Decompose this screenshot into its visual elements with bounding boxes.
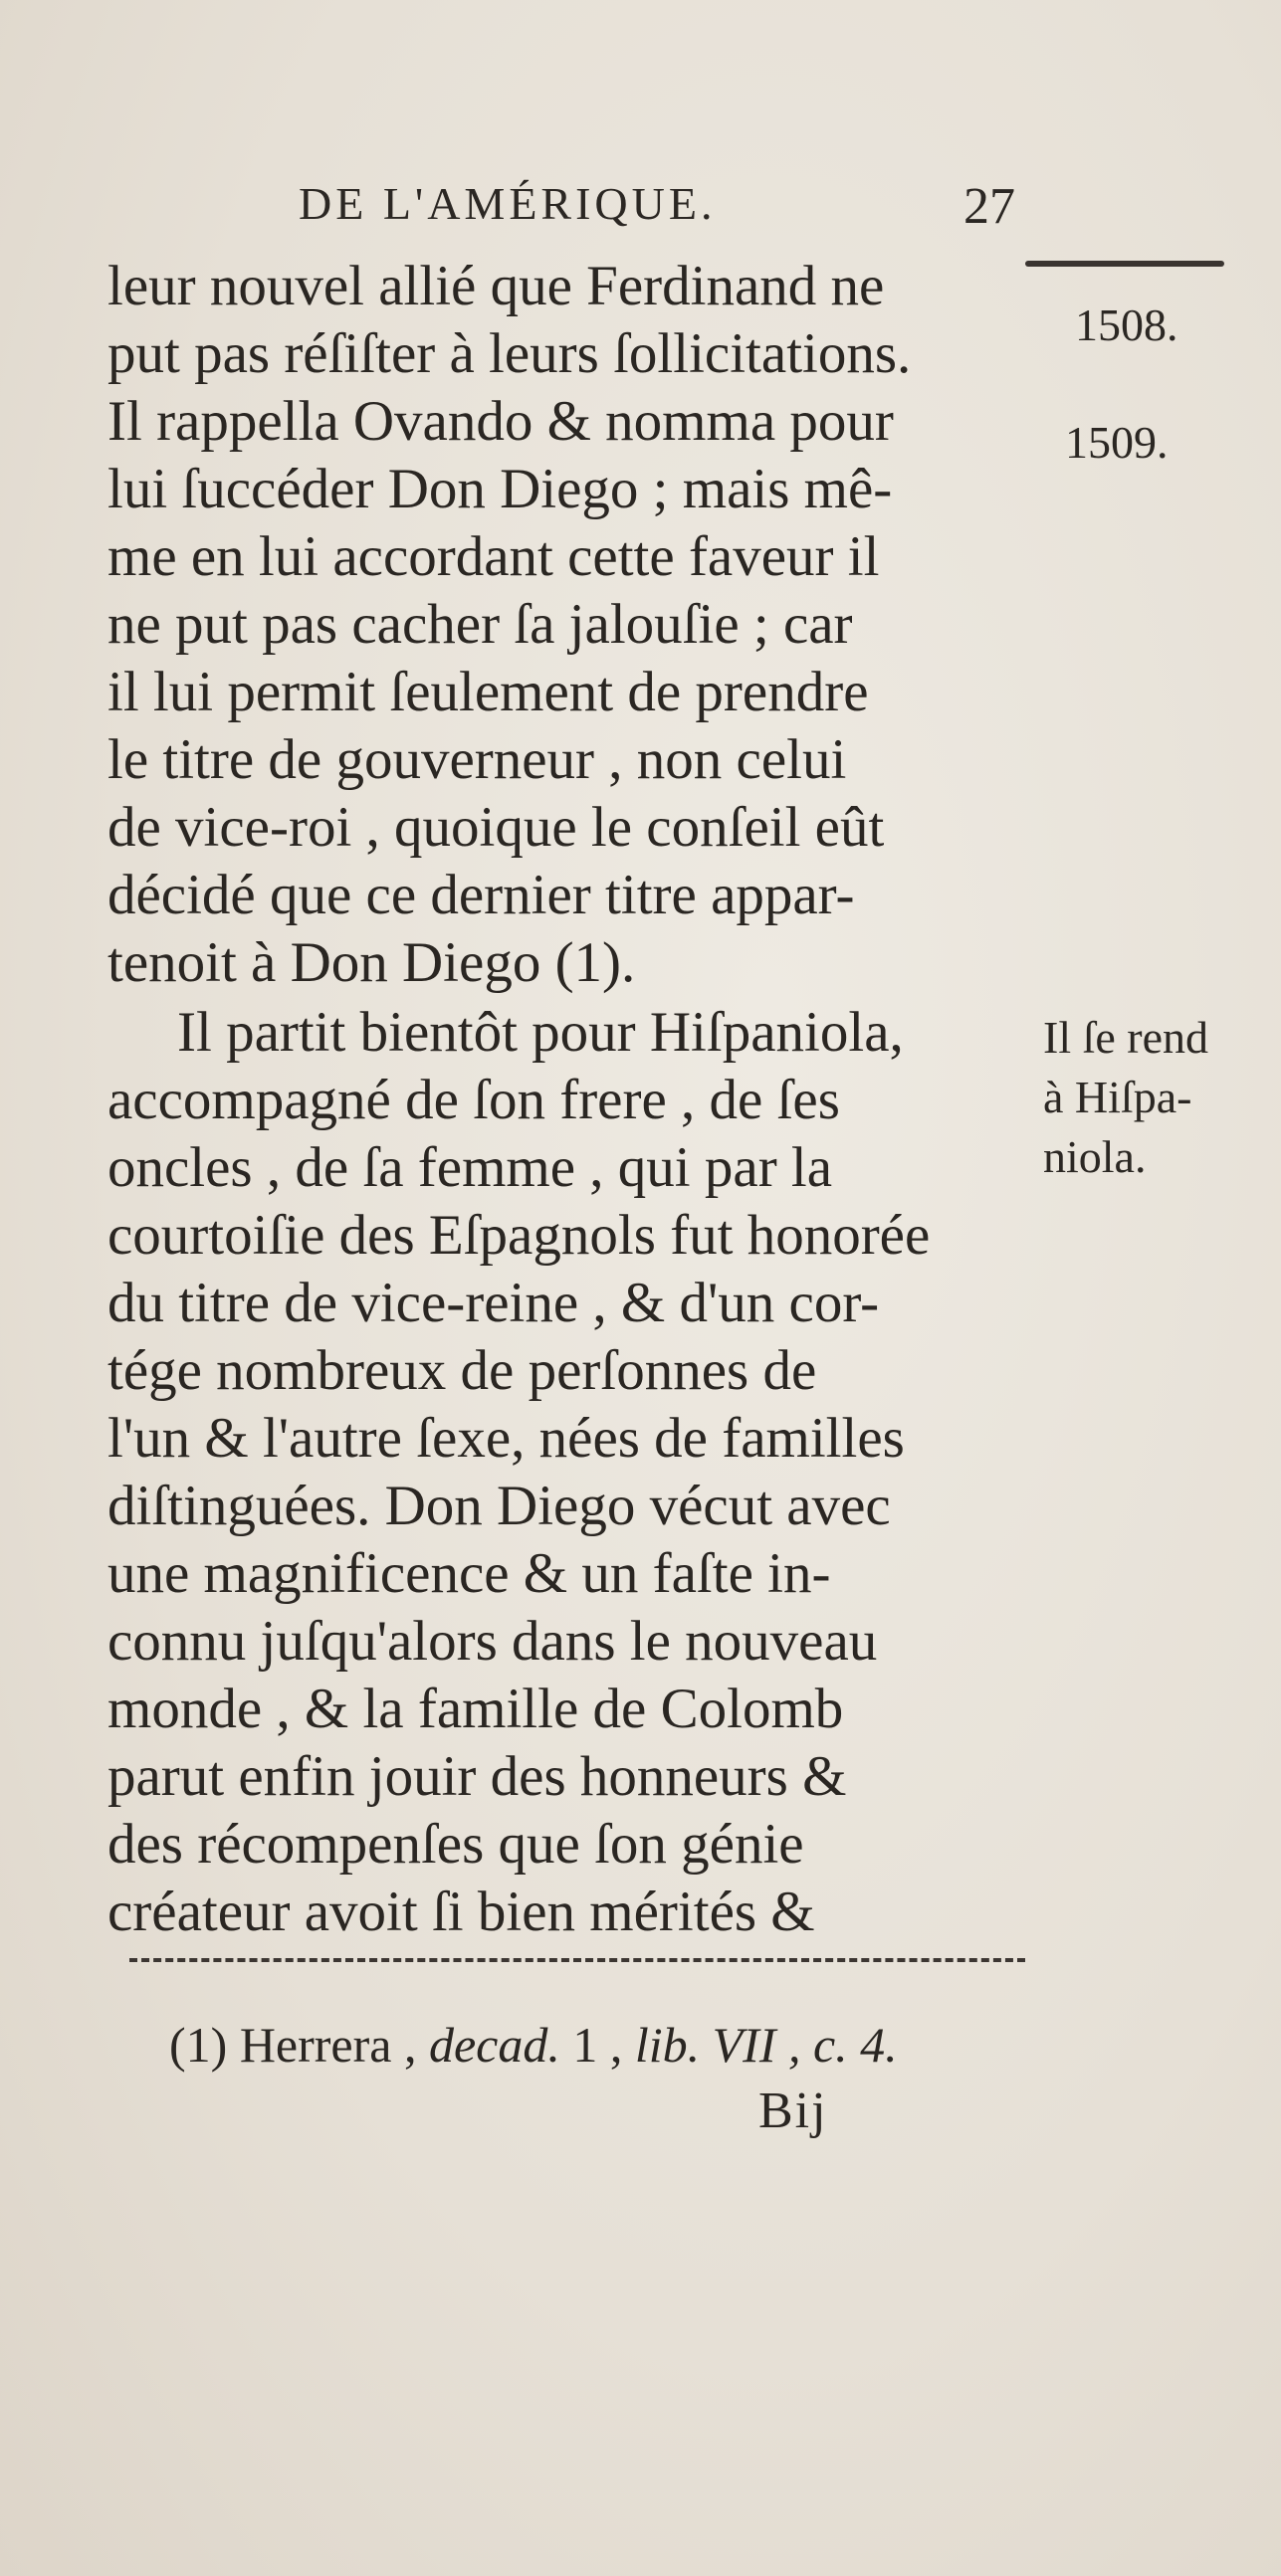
text-line: de vice-roi , quoique le conſeil eût bbox=[107, 796, 885, 859]
signature-mark: Bij bbox=[758, 2082, 828, 2139]
ornamental-rule bbox=[1025, 261, 1224, 267]
text-line: des récompenſes que ſon génie bbox=[107, 1813, 804, 1876]
margin-note-line: Il ſe rend bbox=[1043, 1012, 1209, 1063]
footnote bbox=[169, 2016, 1025, 2074]
footnote-lib: lib. VII , bbox=[634, 2017, 801, 2073]
text-line: décidé que ce dernier titre appar- bbox=[107, 864, 855, 926]
margin-year-1509: 1509. bbox=[1065, 417, 1169, 468]
running-head-title: DE L'AMÉRIQUE. bbox=[299, 178, 717, 229]
text-line: tenoit à Don Diego (1). bbox=[107, 931, 636, 994]
footnote-decad: decad. bbox=[428, 2017, 560, 2073]
text-line: courtoiſie des Eſpagnols fut honorée bbox=[107, 1204, 931, 1267]
text-line: Il rappella Ovando & nomma pour bbox=[107, 390, 894, 453]
text-line: put pas réſiſter à leurs ſollicitations. bbox=[107, 322, 912, 385]
text-line: leur nouvel allié que Ferdinand ne bbox=[107, 255, 885, 317]
footnote-separator bbox=[129, 1958, 1025, 1962]
text-line: Il partit bientôt pour Hiſpaniola, bbox=[177, 1001, 904, 1064]
text-line: tége nombreux de perſonnes de bbox=[107, 1339, 817, 1402]
text-line: une magnificence & un faſte in- bbox=[107, 1542, 831, 1605]
footnote-decad-number: 1 , bbox=[572, 2017, 623, 2073]
text-line: accompagné de ſon frere , de ſes bbox=[107, 1069, 840, 1131]
footnote-chapter: c. 4. bbox=[812, 2017, 898, 2073]
margin-note-line: à Hiſpa- bbox=[1043, 1072, 1192, 1122]
text-line: du titre de vice-reine , & d'un cor- bbox=[107, 1272, 880, 1334]
text-line: connu juſqu'alors dans le nouveau bbox=[107, 1610, 878, 1673]
footnote-marker: (1) bbox=[169, 2017, 228, 2073]
margin-year-1508: 1508. bbox=[1075, 299, 1178, 350]
text-line: ne put pas cacher ſa jalouſie ; car bbox=[107, 593, 853, 656]
footnote-author: Herrera , bbox=[239, 2017, 417, 2073]
text-line: lui ſuccéder Don Diego ; mais mê- bbox=[107, 458, 893, 520]
text-line: il lui permit ſeulement de prendre bbox=[107, 661, 869, 723]
page-number: 27 bbox=[963, 178, 1015, 235]
margin-note-line: niola. bbox=[1043, 1131, 1147, 1182]
text-line: créateur avoit ſi bien mérités & bbox=[107, 1881, 815, 1943]
text-line: parut enfin jouir des honneurs & bbox=[107, 1745, 847, 1808]
text-line: le titre de gouverneur , non celui bbox=[107, 728, 847, 791]
text-line: diſtinguées. Don Diego vécut avec bbox=[107, 1475, 891, 1537]
text-line: oncles , de ſa femme , qui par la bbox=[107, 1136, 833, 1199]
text-line: monde , & la famille de Colomb bbox=[107, 1678, 844, 1740]
text-line: l'un & l'autre ſexe, nées de familles bbox=[107, 1407, 905, 1470]
text-line: me en lui accordant cette faveur il bbox=[107, 525, 880, 588]
